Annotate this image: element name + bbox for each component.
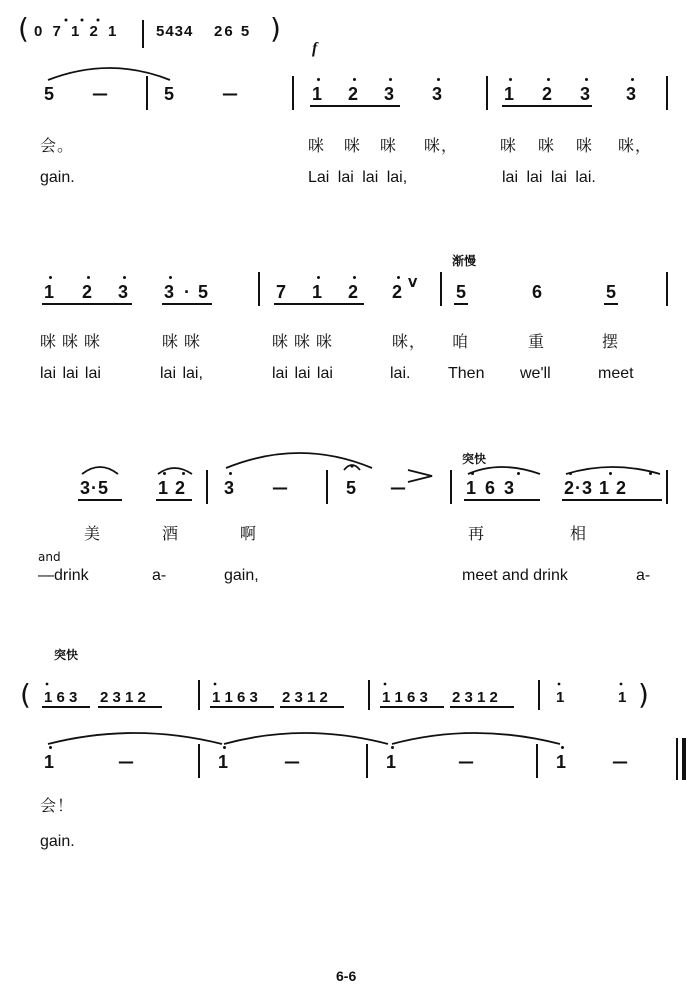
note: 1 bbox=[504, 84, 515, 104]
lyric-cn: 咪 bbox=[380, 136, 398, 155]
barline bbox=[198, 680, 200, 710]
beam-line bbox=[42, 303, 132, 305]
accent-mark bbox=[408, 470, 432, 482]
tempo-mark: 渐慢 bbox=[452, 254, 477, 268]
note-group: 1 1 6 3 bbox=[212, 689, 258, 706]
octave-dot bbox=[123, 276, 126, 279]
page-number: 6-6 bbox=[336, 968, 357, 984]
barline bbox=[666, 470, 668, 504]
tie-arc bbox=[48, 733, 222, 744]
tie-arc bbox=[226, 453, 372, 468]
intro-paren-close: ) bbox=[270, 12, 281, 45]
beam-line bbox=[274, 303, 364, 305]
note: 2 bbox=[392, 282, 403, 302]
lyric-cn: 咪， bbox=[424, 136, 459, 155]
lyric-cn: 咪 bbox=[538, 136, 556, 155]
beam-line bbox=[454, 303, 468, 305]
note-group: 2 3 1 2 bbox=[282, 689, 328, 706]
beam-line bbox=[280, 706, 344, 708]
beam-line bbox=[450, 706, 514, 708]
note: 1 bbox=[312, 84, 323, 104]
beam-line bbox=[562, 499, 662, 501]
beam-line bbox=[210, 706, 274, 708]
octave-dot bbox=[631, 78, 634, 81]
lyric-en: a- bbox=[636, 567, 651, 584]
barline bbox=[146, 76, 148, 110]
note-dot: · bbox=[184, 282, 190, 302]
note-dash: — bbox=[272, 478, 288, 497]
octave-dot bbox=[389, 78, 392, 81]
octave-dot bbox=[229, 472, 232, 475]
barline bbox=[486, 76, 488, 110]
lyric-en: lai lai lai bbox=[40, 365, 101, 382]
slur-arc bbox=[82, 467, 118, 474]
lyric-en: —drink bbox=[38, 567, 89, 584]
octave-dot bbox=[317, 276, 320, 279]
lyric-cn: 相 bbox=[570, 524, 588, 543]
lyric-cn: 咪 bbox=[308, 136, 326, 155]
note: 1 bbox=[44, 752, 55, 772]
octave-dot bbox=[49, 746, 52, 749]
lyric-cn: 摆 bbox=[602, 332, 620, 351]
note: 2 bbox=[348, 84, 359, 104]
beam-line bbox=[98, 706, 162, 708]
note: 3 bbox=[164, 282, 175, 302]
octave-dot bbox=[509, 78, 512, 81]
lyric-cn: 咪 bbox=[576, 136, 594, 155]
barline bbox=[368, 680, 370, 710]
tie-arc bbox=[392, 733, 560, 744]
lyric-cn: 会！ bbox=[40, 796, 75, 815]
note: 1 bbox=[44, 282, 55, 302]
octave-dot bbox=[87, 276, 90, 279]
note-group: 2 3 1 2 bbox=[100, 689, 146, 706]
note: 2 bbox=[82, 282, 93, 302]
lyric-cn: 咪 bbox=[500, 136, 518, 155]
barline bbox=[536, 744, 538, 778]
barline bbox=[440, 272, 442, 306]
note: 5 bbox=[198, 282, 209, 302]
lyric-en: we'll bbox=[520, 365, 551, 382]
note-dash: — bbox=[92, 84, 108, 103]
beam-line bbox=[42, 706, 90, 708]
lyric-en: a- bbox=[152, 567, 167, 584]
lyric-en: lai. bbox=[390, 365, 411, 382]
barline bbox=[366, 744, 368, 778]
lyric-cn: 咪， bbox=[618, 136, 653, 155]
octave-dot bbox=[609, 472, 612, 475]
note-group: 1 6 3 bbox=[466, 478, 517, 498]
octave-dot bbox=[437, 78, 440, 81]
note: 3 bbox=[580, 84, 591, 104]
note: 3 bbox=[118, 282, 129, 302]
slur-arc bbox=[566, 467, 660, 474]
barline bbox=[538, 680, 540, 710]
note: 1 bbox=[618, 689, 627, 706]
octave-dot bbox=[169, 276, 172, 279]
lyric-cn: 咪， bbox=[392, 332, 427, 351]
barline bbox=[326, 470, 328, 504]
beam-line bbox=[310, 105, 400, 107]
lyric-cn: 重 bbox=[528, 332, 546, 351]
octave-dot bbox=[547, 78, 550, 81]
lyric-cn: 会。 bbox=[40, 136, 75, 155]
note-group: 2 3 1 2 bbox=[452, 689, 498, 706]
lyric-en: gain. bbox=[40, 169, 75, 186]
lyric-en: gain, bbox=[224, 567, 259, 584]
beam-line bbox=[604, 303, 618, 305]
lyric-en: lai lai lai lai. bbox=[502, 169, 596, 186]
note-dash: — bbox=[458, 752, 474, 771]
tempo-mark: 突快 bbox=[462, 452, 487, 466]
breath-mark: V bbox=[408, 276, 418, 290]
intro-paren-open: ( bbox=[20, 678, 31, 711]
intro-note-group: 26 5 bbox=[214, 23, 252, 40]
intro-paren-close: ) bbox=[638, 678, 649, 711]
beam-line bbox=[78, 499, 122, 501]
note: 1 bbox=[386, 752, 397, 772]
octave-dot bbox=[49, 276, 52, 279]
note: 5 bbox=[164, 84, 175, 104]
note: 1 bbox=[218, 752, 229, 772]
note-dash: — bbox=[222, 84, 238, 103]
beam-line bbox=[380, 706, 444, 708]
note: 2 bbox=[542, 84, 553, 104]
lyric-cn: 咪 bbox=[344, 136, 362, 155]
final-barline-thick bbox=[682, 738, 686, 780]
octave-dot bbox=[649, 472, 652, 475]
note-group: 2·3 1 2 bbox=[564, 478, 628, 498]
slur-arc bbox=[468, 467, 540, 474]
barline bbox=[198, 744, 200, 778]
note-group: 1 1 6 3 bbox=[382, 689, 428, 706]
barline bbox=[666, 272, 668, 306]
octave-dot bbox=[353, 78, 356, 81]
lyric-cn: 再 bbox=[468, 524, 486, 543]
octave-dot bbox=[317, 78, 320, 81]
octave-dot bbox=[397, 276, 400, 279]
note-group: 3·5 bbox=[80, 478, 110, 498]
note-group: 1 2 bbox=[158, 478, 187, 498]
note: 3 bbox=[224, 478, 235, 498]
barline bbox=[450, 470, 452, 504]
note: 1 bbox=[312, 282, 323, 302]
lyric-en: Lai lai lai lai, bbox=[308, 169, 408, 186]
note: 5 bbox=[346, 478, 357, 498]
intro-note-group: 5434 bbox=[156, 23, 194, 40]
barline bbox=[292, 76, 294, 110]
octave-dot bbox=[517, 472, 520, 475]
lyric-en: meet and drink bbox=[462, 567, 568, 584]
note: 2 bbox=[348, 282, 359, 302]
tempo-mark: 突快 bbox=[54, 648, 79, 662]
beam-line bbox=[464, 499, 540, 501]
barline bbox=[206, 470, 208, 504]
fermata-arc bbox=[344, 465, 360, 470]
octave-dot bbox=[561, 746, 564, 749]
intro-note-group: 0 7 1 2 1 bbox=[34, 23, 120, 40]
lyric-cn: 啊 bbox=[240, 524, 258, 543]
octave-dot bbox=[585, 78, 588, 81]
barline bbox=[258, 272, 260, 306]
octave-dot bbox=[391, 746, 394, 749]
beam-line bbox=[162, 303, 212, 305]
note: 1 bbox=[556, 689, 565, 706]
tie-arc bbox=[224, 733, 388, 744]
octave-dot bbox=[163, 472, 166, 475]
lyric-en: lai lai, bbox=[160, 365, 203, 382]
lyric-en-and: and bbox=[38, 550, 61, 564]
note: 3 bbox=[384, 84, 395, 104]
beam-line bbox=[156, 499, 192, 501]
note-dash: — bbox=[118, 752, 134, 771]
lyric-en: lai lai lai bbox=[272, 365, 333, 382]
lyric-en: gain. bbox=[40, 833, 75, 850]
final-barline-thin bbox=[676, 738, 678, 780]
octave-dot bbox=[182, 472, 185, 475]
barline bbox=[142, 20, 144, 48]
octave-dot bbox=[471, 472, 474, 475]
lyric-en: Then bbox=[448, 365, 485, 382]
intro-paren-open: ( bbox=[18, 12, 29, 45]
lyric-en: meet bbox=[598, 365, 634, 382]
lyric-cn: 酒 bbox=[162, 524, 180, 543]
barline bbox=[666, 76, 668, 110]
fermata-dot bbox=[350, 464, 353, 467]
lyric-cn: 咪咪咪 bbox=[40, 332, 107, 351]
note: 7 bbox=[276, 282, 287, 302]
dynamic-mark: f bbox=[312, 40, 318, 57]
note: 6 bbox=[532, 282, 543, 302]
lyric-cn: 咱 bbox=[452, 332, 470, 351]
lyric-cn: 咪咪 bbox=[162, 332, 207, 351]
note-dash: — bbox=[284, 752, 300, 771]
note-group: 1 6 3 bbox=[44, 689, 78, 706]
beam-line bbox=[502, 105, 592, 107]
lyric-cn: 咪咪咪 bbox=[272, 332, 339, 351]
octave-dot bbox=[223, 746, 226, 749]
note: 5 bbox=[606, 282, 617, 302]
octave-dot bbox=[569, 472, 572, 475]
note: 5 bbox=[456, 282, 467, 302]
note-dash: — bbox=[612, 752, 628, 771]
note: 3 bbox=[432, 84, 443, 104]
note: 5 bbox=[44, 84, 55, 104]
note-dash: — bbox=[390, 478, 406, 497]
note: 3 bbox=[626, 84, 637, 104]
tie-arc bbox=[48, 68, 170, 80]
lyric-cn: 美 bbox=[84, 524, 102, 543]
octave-dot bbox=[353, 276, 356, 279]
note: 1 bbox=[556, 752, 567, 772]
